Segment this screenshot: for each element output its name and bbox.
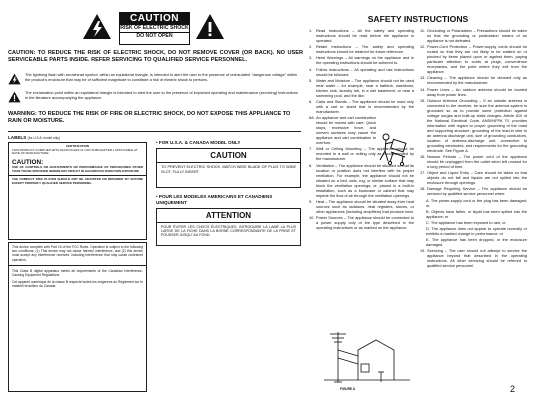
safety-item xyxy=(420,198,527,208)
safety-item-text: Power-Cord Protection – Power-supply cords should be routed so that they are not likely to be walked on or pinched by items placed upon or against them, paying particular attention to cords at plugs, convenience receptacles, and the point where they exit from the appliance. xyxy=(427,44,527,75)
exclamation-explanation-text: The exclamation point within an equilateral triangle is intended to alert the user to the presence of important operating and maintenance (servicing) instructions in the literature accompanying the appliance. xyxy=(25,90,298,100)
attention-body: POUR ÉVITER LES CHOCS ÉLECTRIQUES, INTRODUIRE LA LAME LA PLUS LARGE DE LA FICHE DANS LA BORNE CORRESPONDANTE DE LA PRISE ET POUSSER JUSQU' AU FOND. xyxy=(161,224,296,238)
warning-statement: WARNING: TO REDUCE THE RISK OF FIRE OR ELECTRIC SHOCK, DO NOT EXPOSE THIS APPLIANCE TO RAIN OR MOISTURE. xyxy=(8,111,291,124)
safety-item xyxy=(309,199,414,214)
safety-item xyxy=(420,98,527,153)
safety-item-text: Object and Liquid Entry – Care should be taken so that objects do not fall and liquids are not spilled into the enclosure through openings. xyxy=(427,170,527,186)
safety-item xyxy=(309,67,414,77)
certification-body: THIS PRODUCT COMPLIES WITH DHHS RULES 21 CFR SUBCHAPTER J APPLICABLE AT DATE OF MANUFACTURE. xyxy=(12,147,138,156)
labels-caution-title: CAUTION: xyxy=(12,158,44,166)
safety-item-number: 9. xyxy=(309,198,313,204)
usa-canada-heading: • FOR U.S.A. & CANADA MODEL ONLY xyxy=(156,140,241,145)
fcc-statement: This device complies with Part 15 of the FCC Rules. Operation is subject to the following two conditions: (1) This device may not cause harmful interference, and (2) this device must accept any interference received, including interference that may cause undesired operation. xyxy=(12,245,143,262)
safety-item-text: An appliance and cart combination should be moved with care. Quick stops, excessive force, and uneven surfaces may cause the appliance and cart combination to overturn. xyxy=(316,115,376,146)
safety-item xyxy=(309,55,414,65)
lightning-explanation-text: The lightning flash with arrowhead symbol, within an equilateral triangle, is intended to alert the user to the presence of uninsulated "dangerous voltage" within the product's enclosure that may be of sufficient magnitude to constitute a risk of electric shock to persons. xyxy=(25,72,298,82)
safety-item-text: Servicing – The user should not attempt to service the appliance beyond that described in the operating instructions. All other servicing should be referred to qualified service personnel. xyxy=(427,248,527,269)
safety-item-number: 2. xyxy=(309,44,313,50)
safety-item xyxy=(309,215,414,230)
safety-item-number: 6A. xyxy=(309,115,315,121)
labels-heading xyxy=(8,135,148,141)
safety-item-number: 19. xyxy=(420,248,426,254)
cart-tipping-illustration xyxy=(375,132,411,166)
safety-item-text: A. The power-supply cord or the plug has been damaged; or xyxy=(426,197,527,208)
safety-item-number: 15. xyxy=(420,97,426,103)
usa-canada-caution-box xyxy=(156,148,301,188)
safety-item-text: Cleaning – The appliance should be cleaned only as recommended by the manufacturer. xyxy=(427,75,527,86)
attention-box xyxy=(156,208,301,246)
caution-header xyxy=(82,12,225,46)
labels-heading-title: LABELS xyxy=(8,135,27,140)
labels-caution-body: USE OF CONTROLS OR ADJUSTMENTS OR PERFORMANCE OF PROCEDURES OTHER THAN THOSE SPECIFIED HEREIN MAY RESULT IN HAZARDOUS RADIATION EXPOSURE. xyxy=(12,165,143,173)
canada-statement-en: This Class B digital apparatus meets all requirements of the Canadian Interference-Causing Equipment Regulations. xyxy=(12,268,143,278)
safety-item xyxy=(309,44,414,54)
lightning-warning-icon xyxy=(82,13,112,40)
safety-item-number: 12. xyxy=(420,44,426,50)
safety-list-1 xyxy=(309,28,414,230)
safety-item xyxy=(420,154,527,169)
caution-box-line2: DO NOT OPEN xyxy=(136,33,173,39)
safety-item-number: 3. xyxy=(309,55,313,61)
safety-item xyxy=(420,209,527,219)
antenna-grounding-figure xyxy=(318,328,414,386)
usa-canada-caution-body: TO PREVENT ELECTRIC SHOCK, MATCH WIDE BLADE OF PLUG TO WIDE SLOT, FULLY INSERT. xyxy=(161,165,296,174)
safety-item xyxy=(420,170,527,185)
caution-box xyxy=(119,12,190,45)
safety-item-number: 11. xyxy=(420,28,426,33)
safety-item-text: E. The appliance has been dropped, or the enclosure damaged. xyxy=(426,237,527,248)
safety-item-text: Ventilation – The appliance should be situated so that its location or position does not interfere with its proper ventilation. For example, the appliance should not be situated on a bed, sofa, rug, or similar surface that may block the ventilation openings; or, placed in a built-in installation, such as a bookcase or cabinet that may impede the flow of air through the ventilation openings. xyxy=(316,162,414,198)
safety-item-text: Damage Requiring Service – The appliance should be serviced by qualified service personnel when: xyxy=(427,186,527,197)
safety-item xyxy=(420,237,527,247)
safety-item-number: 13. xyxy=(420,75,426,81)
safety-item-text: Water and Moisture – The appliance should not be used near water – for example, near a bathtub, washbowl, kitchen sink, laundry tub, in a wet basement, or near a swimming pool, and the like. xyxy=(316,77,414,98)
safety-title: SAFETY INSTRUCTIONS xyxy=(367,14,469,24)
fcc-box xyxy=(8,242,147,392)
safety-item-text: Grounding or Polarization – Precautions should be taken so that the grounding or polarization means of an appliance is not defeated. xyxy=(427,28,527,43)
caution-box-line1: RISK OF ELECTRIC SHOCK xyxy=(120,25,189,31)
safety-item xyxy=(309,163,414,198)
caution-statement: CAUTION: TO REDUCE THE RISK OF ELECTRIC SHOCK, DO NOT REMOVE COVER (OR BACK). NO USER SERVICEABLE PARTS INSIDE. REFER SERVICING TO QUALIFIED SERVICE PERSONNEL. xyxy=(8,50,303,63)
safety-item-number: 18. xyxy=(420,186,426,192)
safety-item-number: 7. xyxy=(309,146,313,152)
exclamation-warning-icon xyxy=(195,13,225,40)
safety-item-text: Follow Instructions – All operating and use instructions should be followed. xyxy=(316,66,414,77)
safety-item xyxy=(309,28,414,43)
labels-box xyxy=(8,142,147,240)
safety-item-text: Wall or Ceiling Mounting – The appliance should be mounted to a wall or ceiling only as recommended by the manufacturer. xyxy=(316,146,414,162)
safety-item xyxy=(420,226,527,236)
attention-title: ATTENTION xyxy=(205,211,252,220)
safety-item-number: 6. xyxy=(309,98,313,104)
safety-item-number: 17. xyxy=(420,170,426,176)
safety-item-number: 8. xyxy=(309,162,313,168)
safety-item-text: Read Instructions – All the safety and operating instructions should be read before the appliance is operated. xyxy=(316,28,414,43)
safety-item xyxy=(420,44,527,74)
safety-item xyxy=(420,87,527,97)
figure-caption: FIGURE A xyxy=(340,387,356,391)
safety-item-number: 1. xyxy=(309,28,313,33)
canada-statement-fr: Cet appareil numérique de la classe B respecte toutes les exigences du Règlement sur le matériel brouilleur du Canada. xyxy=(12,280,143,289)
caution-box-title: CAUTION xyxy=(120,13,189,25)
lightning-small-icon xyxy=(8,73,21,85)
safety-item-text: Carts and Stands – The appliance should be used only with a cart or stand that is recommended by the manufacturer. xyxy=(316,98,414,114)
safety-item xyxy=(309,78,414,98)
safety-column-2 xyxy=(420,28,527,378)
safety-item-number: 14. xyxy=(420,86,426,92)
page-number: 2 xyxy=(510,384,516,394)
safety-item-text: Heed Warnings – All warnings on the appliance and in the operating instructions should be adhered to. xyxy=(316,55,414,66)
safety-item-number: 5. xyxy=(309,77,313,83)
divider xyxy=(8,131,301,132)
safety-item xyxy=(420,28,527,43)
labels-heading-note: (for U.S.A. model only) xyxy=(27,136,60,140)
safety-item-text: D. The appliance does not appear to operate normally or exhibits a marked change in performance; or xyxy=(426,226,527,237)
safety-column-1 xyxy=(309,28,414,378)
safety-item-text: Outdoor Antenna Grounding – If an outside antenna is connected to the receiver, be sure the antenna system is grounded so as to provide some protection against voltage surges and built-up static charges. Article 810 of the National Electrical Code, ANSI/NFPA 70, provides information with regard to proper grounding of the mast and supporting structure, grounding of the lead-in wire to an antenna discharge unit, size of grounding conductors, location of antenna-discharge unit, connection to grounding electrodes, and requirements for the grounding electrode. See Figure A. xyxy=(427,97,527,153)
usa-canada-caution-title: CAUTION xyxy=(210,151,247,160)
safety-item xyxy=(309,99,414,114)
safety-item-number: 4. xyxy=(309,66,313,72)
safety-item-text: Nonuse Periods – The power cord of the appliance should be unplugged from the outlet when left unused for a long period of time. xyxy=(427,153,527,169)
safety-item xyxy=(420,75,527,85)
safety-item xyxy=(420,186,527,196)
safety-item-text: C. The appliance has been exposed to rain; or xyxy=(426,219,506,225)
safety-list-2 xyxy=(420,28,527,268)
exclamation-small-icon xyxy=(8,91,21,103)
safety-item xyxy=(420,248,527,268)
certification-title: CERTIFICATION xyxy=(66,144,89,148)
safety-item-text: Power Lines – An outdoor antenna should be located away from power lines. xyxy=(427,86,527,97)
safety-item-number: 16. xyxy=(420,153,426,159)
canada-fr-heading: • POUR LES MODELES AMERICAINS ET CANADIENS UNIQUEMENT xyxy=(156,194,273,205)
safety-item-number: 10. xyxy=(309,214,315,220)
compact-disc-note: THE COMPACT DISC PLAYER SHOULD NOT BE ADJUSTED OR REPAIRED BY ANYONE EXCEPT PROPERLY QUALIFIED SERVICE PERSONNEL. xyxy=(12,177,143,185)
safety-item-text: Power Sources – The appliance should be connected to a power supply only of the type described in the operating instructions or as marked on the appliance. xyxy=(316,214,414,230)
safety-item-text: B. Objects have fallen, or liquid has been spilled into the appliance; or xyxy=(426,208,527,219)
safety-item xyxy=(420,220,527,225)
safety-item-text: Heat – The appliance should be situated away from heat sources such as radiators, heat registers, stoves, or other appliances (including amplifiers) that produce heat. xyxy=(316,198,414,214)
safety-item-text: Retain Instructions – The safety and operating instructions should be retained for future reference. xyxy=(316,44,414,55)
